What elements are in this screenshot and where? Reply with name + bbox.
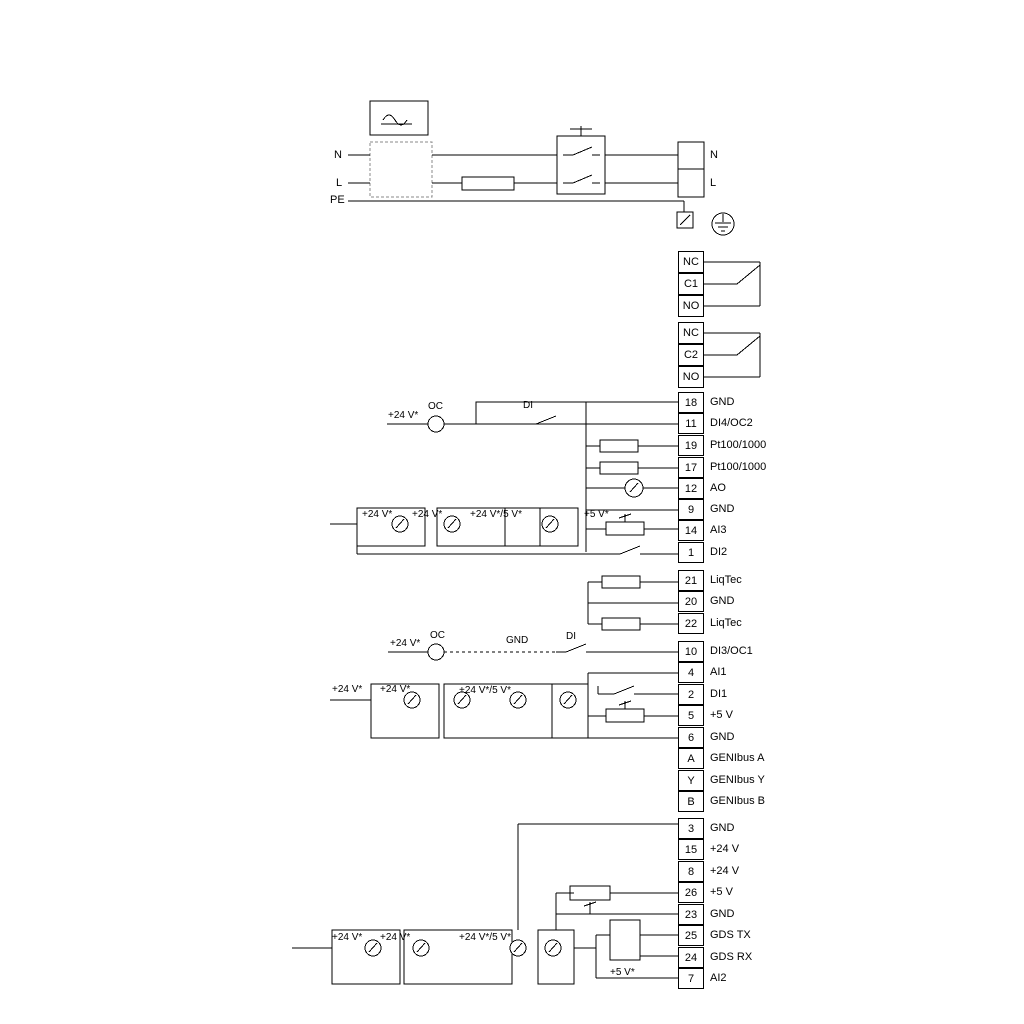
annotation-di-2: DI [566,631,576,642]
mains-l-label: L [336,177,343,189]
terminal-3[interactable]: 3 [678,818,704,839]
terminal-4-label: AI1 [710,666,727,678]
terminal-15-label: +24 V [710,843,740,855]
terminal-6[interactable]: 6 [678,727,704,748]
annotation-oc-2: OC [430,630,445,641]
terminal-14[interactable]: 14 [678,520,704,541]
terminal-11-label: DI4/OC2 [710,417,753,429]
terminal-5[interactable]: 5 [678,705,704,726]
terminal-genibus-a[interactable]: A [678,748,704,769]
terminal-18[interactable]: 18 [678,392,704,413]
terminal-25-label: GDS TX [710,929,751,941]
annotation-gnd-mid: GND [506,635,529,646]
terminal-genibus-a-label: GENIbus A [710,752,765,764]
annotation-v5-ai2: +5 V* [610,967,635,978]
annotation-v24-ai3-b: +24 V* [412,509,443,520]
terminal-23[interactable]: 23 [678,904,704,925]
terminal-17[interactable]: 17 [678,457,704,478]
terminal-12-label: AO [710,482,726,494]
terminal-relay-c2[interactable]: C2 [678,344,704,366]
annotation-v24-oc2: +24 V* [390,638,421,649]
terminal-8[interactable]: 8 [678,861,704,882]
terminal-7[interactable]: 7 [678,968,704,989]
annotation-v24-5v-ai3: +24 V*/5 V* [470,509,522,520]
terminal-relay-nc2[interactable]: NC [678,322,704,344]
annotation-v5-ai3: +5 V* [584,509,609,520]
terminal-genibus-b-label: GENIbus B [710,795,766,807]
terminal-relay-nc1[interactable]: NC [678,251,704,273]
terminal-10[interactable]: 10 [678,641,704,662]
terminal-26[interactable]: 26 [678,882,704,903]
annotation-v24-ai2-b: +24 V* [380,932,411,943]
terminal-24[interactable]: 24 [678,947,704,968]
terminal-10-label: DI3/OC1 [710,645,753,657]
annotation-v24-ai1-a: +24 V* [332,684,363,695]
terminal-6-label: GND [710,731,735,743]
terminal-19-label: Pt100/1000 [710,439,767,451]
terminal-14-label: AI3 [710,524,727,536]
output-n-label: N [710,149,718,161]
terminal-15[interactable]: 15 [678,839,704,860]
terminal-5-label: +5 V [710,709,733,721]
terminal-4[interactable]: 4 [678,662,704,683]
annotation-v24-ai2-a: +24 V* [332,932,363,943]
terminal-9-label: GND [710,503,735,515]
terminal-22-label: LiqTec [710,617,742,629]
annotation-v24-5v-ai1: +24 V*/5 V* [459,685,511,696]
terminal-25[interactable]: 25 [678,925,704,946]
terminal-22[interactable]: 22 [678,613,704,634]
annotation-v24-ai1-b: +24 V* [380,684,411,695]
terminal-relay-no1[interactable]: NO [678,295,704,317]
terminal-8-label: +24 V [710,865,740,877]
annotation-di-1: DI [523,400,533,411]
terminal-2[interactable]: 2 [678,684,704,705]
terminal-genibus-y-label: GENIbus Y [710,774,765,786]
terminal-1[interactable]: 1 [678,542,704,563]
terminal-genibus-b[interactable]: B [678,791,704,812]
terminal-1-label: DI2 [710,546,728,558]
terminal-11[interactable]: 11 [678,413,704,434]
terminal-7-label: AI2 [710,972,727,984]
terminal-relay-no2[interactable]: NO [678,366,704,388]
terminal-17-label: Pt100/1000 [710,461,767,473]
terminal-21-label: LiqTec [710,574,742,586]
terminal-23-label: GND [710,908,735,920]
terminal-3-label: GND [710,822,735,834]
annotation-v24-di: +24 V* [388,410,419,421]
terminal-21[interactable]: 21 [678,570,704,591]
annotation-v24-ai3-a: +24 V* [362,509,393,520]
annotation-oc-1: OC [428,401,443,412]
terminal-20[interactable]: 20 [678,591,704,612]
terminal-20-label: GND [710,595,735,607]
terminal-relay-c1[interactable]: C1 [678,273,704,295]
mains-n-label: N [334,149,342,161]
terminal-19[interactable]: 19 [678,435,704,456]
terminal-genibus-y[interactable]: Y [678,770,704,791]
terminal-12[interactable]: 12 [678,478,704,499]
annotation-v24-5v-ai2: +24 V*/5 V* [459,932,511,943]
terminal-2-label: DI1 [710,688,728,700]
output-l-label: L [710,177,717,189]
terminal-9[interactable]: 9 [678,499,704,520]
terminal-18-label: GND [710,396,735,408]
terminal-24-label: GDS RX [710,951,753,963]
terminal-26-label: +5 V [710,886,733,898]
mains-pe-label: PE [330,194,345,206]
